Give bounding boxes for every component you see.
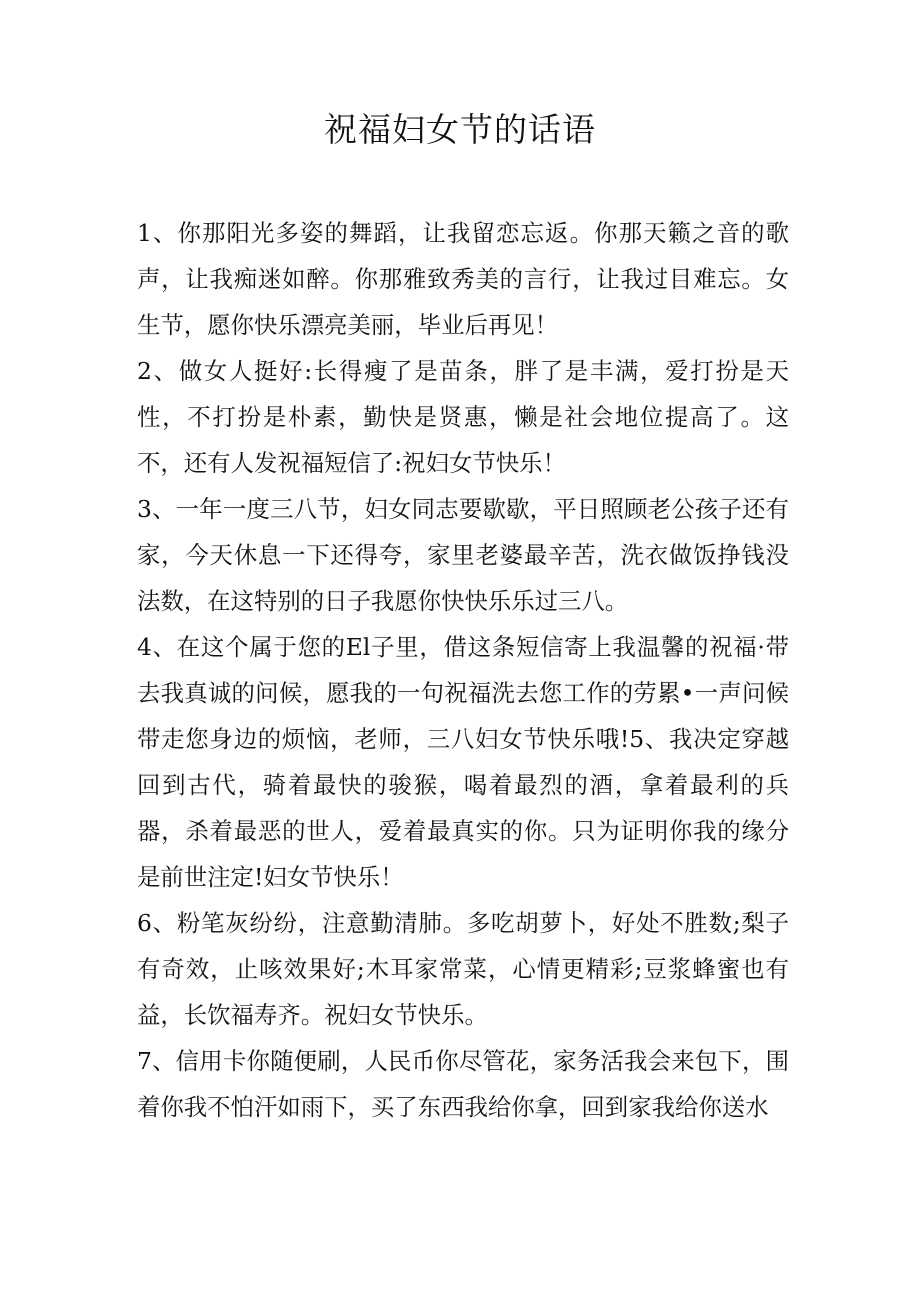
paragraph-7: 7、信用卡你随便刷，人民币你尽管花，家务活我会来包下，围着你我不怕汗如雨下，买了东西我给你拿，回到家我给你送水 [137,1047,789,1121]
document-body [137,210,789,1130]
paragraph-3: 3、一年一度三八节，妇女同志要歇歇，平日照顾老公孩子还有家，今天休息一下还得夸，家里老婆最辛苦，洗衣做饭挣钱没法数，在这特别的日子我愿你快快乐乐过三八。 [137,495,789,615]
paragraph-6: 6、粉笔灰纷纷，注意勤清肺。多吃胡萝卜，好处不胜数;梨子有奇效，止咳效果好;木耳家常菜，心情更精彩;豆浆蜂蜜也有益，长饮福寿齐。祝妇女节快乐。 [137,909,789,1029]
paragraph-2: 2、做女人挺好:长得瘦了是苗条，胖了是丰满，爱打扮是天性，不打扮是朴素，勤快是贤惠，懒是社会地位提高了。这不，还有人发祝福短信了:祝妇女节快乐！ [137,357,789,477]
paragraph-1: 1、你那阳光多姿的舞蹈，让我留恋忘返。你那天籁之音的歌声，让我痴迷如醉。你那雅致秀美的言行，让我过目难忘。女生节，愿你快乐漂亮美丽，毕业后再见！ [137,219,789,339]
page-title: 祝福妇女节的话语 [324,110,596,149]
paragraph-4: 4、在这个属于您的El子里，借这条短信寄上我温馨的祝福·带去我真诚的问候，愿我的一句祝福洗去您工作的劳累•一声问候带走您身边的烦恼，老师，三八妇女节快乐哦!5、我决定穿越回到古代，骑着最快的骏猴，喝着最烈的酒，拿着最利的兵器，杀着最恶的世人，爱着最真实的你。只为证明你我的缘分是前世注定!妇女节快乐！ [137,633,789,891]
